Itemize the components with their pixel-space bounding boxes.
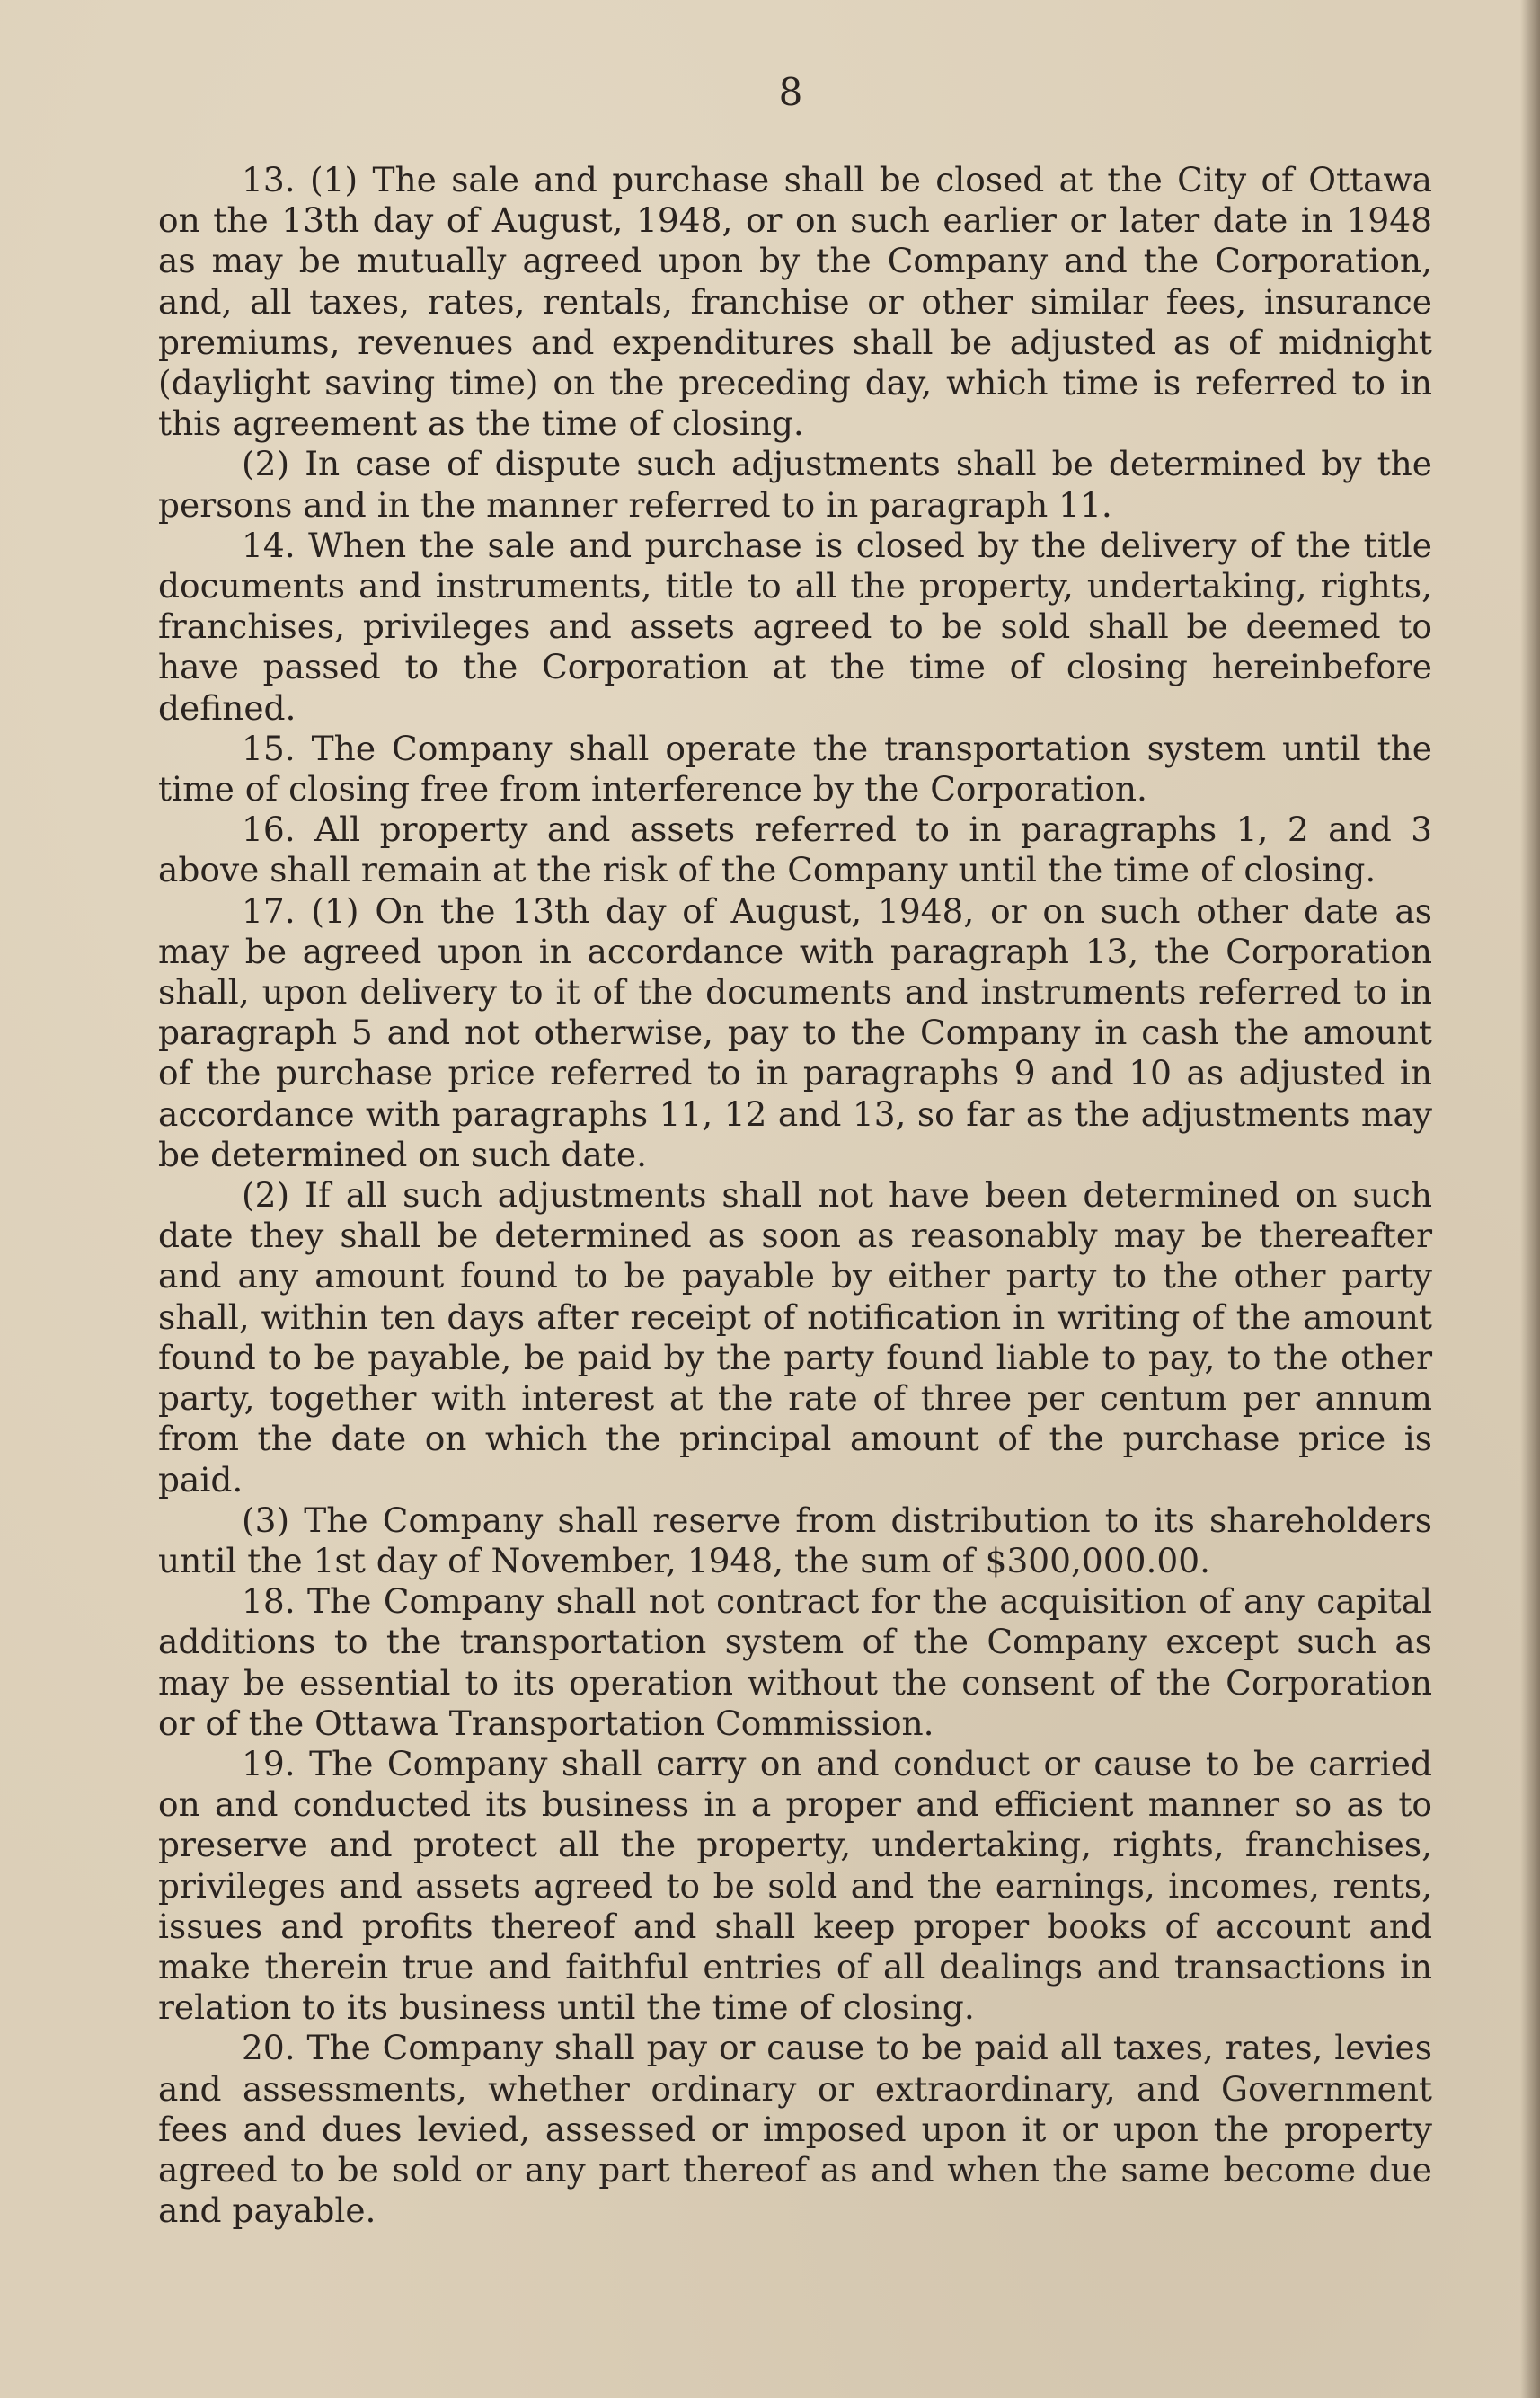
paragraph-13-1: 13. (1) The sale and purchase shall be closed at the City of Ottawa on the 13th day of August, 1948, or on such earlier or later date in 1948 as may be mutually agreed upon by the Company and the Corporation, and, all taxes, rates, rentals, franchise or other similar fees, insurance premiums, revenues and expenditures shall be adjusted as of midnight (daylight saving time) on the preceding day, which time is referred to in this agreement as the time of closing. bbox=[158, 160, 1432, 444]
page-number: 8 bbox=[778, 70, 803, 114]
paragraph-17-3: (3) The Company shall reserve from distribution to its shareholders until the 1st day of November, 1948, the sum of $300,000.00. bbox=[158, 1500, 1432, 1580]
body-text bbox=[158, 160, 1432, 2231]
paragraph-14: 14. When the sale and purchase is closed by the delivery of the title documents and instruments, title to all the property, undertaking, rights, franchises, privileges and assets agreed to be sold shall be deemed to have passed to the Corporation at the time of closing hereinbefore defined. bbox=[158, 525, 1432, 728]
paragraph-17-2: (2) If all such adjustments shall not have been determined on such date they shall be determined as soon as reasonably may be thereafter and any amount found to be payable by either party to the other party shall, within ten days after receipt of notification in writing of the amount found to be payable, be paid by the party found liable to pay, to the other party, together with interest at the rate of three per centum per annum from the date on which the principal amount of the purchase price is paid. bbox=[158, 1175, 1432, 1500]
paragraph-17-1: 17. (1) On the 13th day of August, 1948, or on such other date as may be agreed upon in accordance with paragraph 13, the Corporation shall, upon delivery to it of the documents and instruments referred to in paragraph 5 and not otherwise, pay to the Company in cash the amount of the purchase price referred to in paragraphs 9 and 10 as adjusted in accordance with paragraphs 11, 12 and 13, so far as the adjustments may be determined on such date. bbox=[158, 890, 1432, 1174]
paragraph-20: 20. The Company shall pay or cause to be paid all taxes, rates, levies and assessments, whether ordinary or extraordinary, and Government fees and dues levied, assessed or imposed upon it or upon the property agreed to be sold or any part thereof as and when the same become due and payable. bbox=[158, 2028, 1432, 2231]
paragraph-13-2: (2) In case of dispute such adjustments shall be determined by the persons and in the manner referred to in paragraph 11. bbox=[158, 444, 1432, 525]
paragraph-15: 15. The Company shall operate the transportation system until the time of closing free from interference by the Corporation. bbox=[158, 728, 1432, 810]
paragraph-19: 19. The Company shall carry on and conduct or cause to be carried on and conducted its business in a proper and efficient manner so as to preserve and protect all the property, undertaking, rights, franchises, privileges and assets agreed to be sold and the earnings, incomes, rents, issues and profits thereof and shall keep proper books of account and make therein true and faithful entries of all dealings and transactions in relation to its business until the time of closing. bbox=[158, 1743, 1432, 2028]
paragraph-18: 18. The Company shall not contract for the acquisition of any capital additions to the transportation system of the Company except such as may be essential to its operation without the consent of the Corporation or of the Ottawa Transportation Commission. bbox=[158, 1581, 1432, 1743]
page-edge-shadow bbox=[1520, 0, 1540, 2398]
paragraph-16: 16. All property and assets referred to in paragraphs 1, 2 and 3 above shall remain at the risk of the Company until the time of closing. bbox=[158, 810, 1432, 890]
